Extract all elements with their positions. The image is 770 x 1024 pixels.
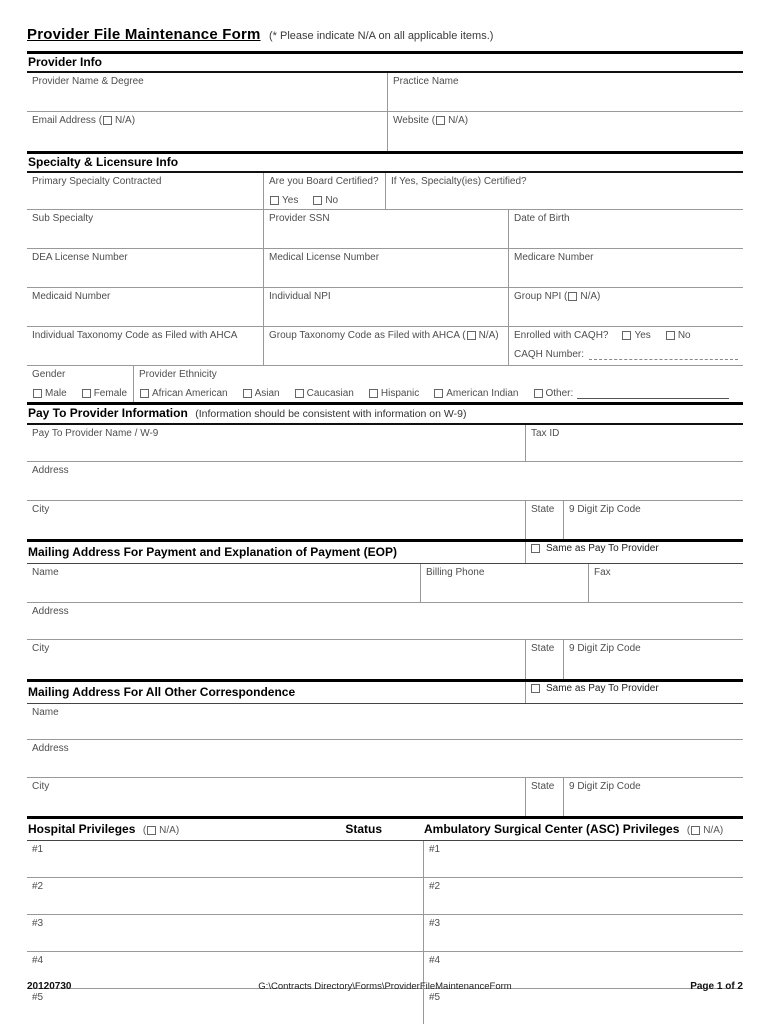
eop-city-field[interactable] xyxy=(27,640,525,679)
ethnicity-asian-checkbox[interactable] xyxy=(243,389,252,398)
website-field[interactable] xyxy=(387,112,743,151)
asc-privilege-3-label: #3 xyxy=(429,918,441,929)
ethnicity-asian-option: Asian xyxy=(242,388,280,399)
caqh-field[interactable] xyxy=(508,327,743,365)
ethnicity-other-line[interactable] xyxy=(577,389,729,399)
asc-privileges-na-checkbox[interactable] xyxy=(691,826,700,835)
correspondence-address-label: Address xyxy=(32,743,69,754)
correspondence-state-label: State xyxy=(531,781,555,792)
group-taxonomy-label: Group Taxonomy Code as Filed with AHCA ( N/A) xyxy=(269,330,499,341)
primary-specialty-field[interactable] xyxy=(27,173,263,209)
caqh-enrolled-label: Enrolled with CAQH? xyxy=(514,330,609,341)
asc-privilege-5-field[interactable] xyxy=(423,989,743,1024)
gender-male-option xyxy=(32,388,67,399)
correspondence-city-field[interactable] xyxy=(27,778,525,816)
board-certified-options xyxy=(269,195,380,206)
section-header-pay-to xyxy=(27,405,743,425)
page-title: Provider File Maintenance Form xyxy=(27,26,261,43)
pay-to-address-field[interactable] xyxy=(27,462,743,500)
fax-field[interactable] xyxy=(588,564,743,602)
section-header-specialty xyxy=(27,154,743,173)
group-npi-label: Group NPI ( N/A) xyxy=(514,291,601,302)
row-licenses xyxy=(27,249,743,288)
row-taxonomy-caqh xyxy=(27,327,743,366)
eop-state-label: State xyxy=(531,643,555,654)
group-taxonomy-field[interactable] xyxy=(263,327,508,365)
correspondence-name-field[interactable] xyxy=(27,704,743,739)
ethnicity-caucasian-checkbox[interactable] xyxy=(295,389,304,398)
eop-same-as-row xyxy=(527,543,741,554)
eop-same-as-label: Same as Pay To Provider xyxy=(546,543,659,554)
correspondence-same-as-row xyxy=(527,683,741,694)
specialties-certified-field[interactable] xyxy=(385,173,743,209)
medicaid-number-label: Medicaid Number xyxy=(32,291,111,302)
footer-date: 20120730 xyxy=(27,981,72,992)
hospital-privileges-na: ( N/A) xyxy=(142,825,180,836)
ethnicity-field[interactable] xyxy=(133,366,743,402)
status-column-header: Status xyxy=(345,822,382,836)
privileges-row-5 xyxy=(27,989,743,1024)
yes-label: Yes xyxy=(282,195,299,206)
pay-to-city-field[interactable] xyxy=(27,501,525,539)
page-title-row xyxy=(27,26,743,44)
gender-options xyxy=(32,388,128,399)
pay-to-zip-field[interactable] xyxy=(563,501,743,539)
caqh-number-line[interactable] xyxy=(589,350,738,360)
pay-to-city-label: City xyxy=(32,504,50,515)
page-title-note: (* Please indicate N/A on all applicable items.) xyxy=(269,30,494,42)
pay-to-provider-name-label: Pay To Provider Name / W-9 xyxy=(32,428,159,439)
asc-privilege-4-label: #4 xyxy=(429,955,441,966)
group-npi-field[interactable] xyxy=(508,288,743,326)
ethnicity-african-american-checkbox[interactable] xyxy=(140,389,149,398)
pay-to-address-label: Address xyxy=(32,465,69,476)
tax-id-label: Tax ID xyxy=(531,428,560,439)
medicaid-number-field[interactable] xyxy=(27,288,263,326)
group-npi-na-checkbox[interactable] xyxy=(568,292,577,301)
provider-ssn-label: Provider SSN xyxy=(269,213,330,224)
board-certified-yes-option xyxy=(269,195,298,206)
asc-privileges-na: ( N/A) xyxy=(686,825,724,836)
caqh-number-row xyxy=(514,349,738,360)
board-certified-label: Are you Board Certified? xyxy=(269,176,379,187)
row-corr-city xyxy=(27,778,743,816)
section-header-provider-info xyxy=(27,54,743,73)
row-corr-address xyxy=(27,740,743,778)
eop-header-cell xyxy=(27,542,525,563)
row-payto-city xyxy=(27,501,743,539)
pay-to-zip-label: 9 Digit Zip Code xyxy=(569,504,641,515)
email-na-checkbox[interactable] xyxy=(103,116,112,125)
row-provider-practice xyxy=(27,73,743,112)
correspondence-state-field[interactable] xyxy=(525,778,563,816)
correspondence-same-as-pay-to-checkbox[interactable] xyxy=(531,684,540,693)
practice-name-label: Practice Name xyxy=(393,76,459,87)
provider-name-degree-field[interactable] xyxy=(27,73,387,111)
privileges-row-3 xyxy=(27,915,743,952)
hospital-privileges-header-cell xyxy=(27,819,423,840)
practice-name-field[interactable] xyxy=(387,73,743,111)
hospital-privilege-5-field[interactable] xyxy=(27,989,423,1024)
hospital-privilege-3-field[interactable] xyxy=(27,915,423,951)
privileges-row-2 xyxy=(27,878,743,915)
correspondence-same-as-cell xyxy=(525,682,743,703)
caqh-number-label: CAQH Number: xyxy=(514,349,585,360)
gender-female-option xyxy=(81,388,127,399)
gender-field[interactable] xyxy=(27,366,133,402)
row-payto-name-taxid xyxy=(27,425,743,462)
ethnicity-other-checkbox[interactable] xyxy=(534,389,543,398)
asc-privilege-1-label: #1 xyxy=(429,844,441,855)
hospital-privilege-2-field[interactable] xyxy=(27,878,423,914)
asc-privileges-header-cell xyxy=(423,819,743,840)
individual-taxonomy-field[interactable] xyxy=(27,327,263,365)
no-label: No xyxy=(325,195,339,206)
ethnicity-african-american-option: African American xyxy=(139,388,228,399)
footer-page-number: Page 1 of 2 xyxy=(690,981,743,992)
ethnicity-hispanic-option: Hispanic xyxy=(368,388,419,399)
eop-same-as-pay-to-checkbox[interactable] xyxy=(531,544,540,553)
asc-privilege-5-label: #5 xyxy=(429,992,441,1003)
ethnicity-american-indian-checkbox[interactable] xyxy=(434,389,443,398)
asc-privilege-1-field[interactable] xyxy=(423,841,743,877)
medical-license-field[interactable] xyxy=(263,249,508,287)
primary-specialty-label: Primary Specialty Contracted xyxy=(32,176,162,187)
pay-to-header-note: (Information should be consistent with information on W-9) xyxy=(195,408,467,420)
medical-license-label: Medical License Number xyxy=(269,252,380,263)
row-corr-name xyxy=(27,704,743,740)
board-certified-yes-checkbox[interactable] xyxy=(270,196,279,205)
privileges-row-1 xyxy=(27,841,743,878)
correspondence-header-cell xyxy=(27,682,525,703)
fax-label: Fax xyxy=(594,567,611,578)
correspondence-address-field[interactable] xyxy=(27,740,743,777)
eop-address-field[interactable] xyxy=(27,603,743,639)
board-certified-field[interactable] xyxy=(263,173,385,209)
tax-id-field[interactable] xyxy=(525,425,743,461)
billing-phone-field[interactable] xyxy=(420,564,588,602)
ethnicity-hispanic-checkbox[interactable] xyxy=(369,389,378,398)
row-payto-address xyxy=(27,462,743,501)
provider-name-degree-label: Provider Name & Degree xyxy=(32,76,144,87)
row-gender-ethnicity xyxy=(27,366,743,402)
correspondence-header: Mailing Address For All Other Correspondence xyxy=(28,685,296,699)
eop-zip-label: 9 Digit Zip Code xyxy=(569,643,641,654)
asc-privileges-header: Ambulatory Surgical Center (ASC) Privileges ( N/A) xyxy=(424,822,724,836)
row-eop-address xyxy=(27,603,743,640)
board-certified-no-checkbox[interactable] xyxy=(313,196,322,205)
footer-file-path: G:\Contracts Directory\Forms\ProviderFileMaintenanceForm xyxy=(258,981,512,992)
page-footer xyxy=(27,981,743,992)
correspondence-city-label: City xyxy=(32,781,50,792)
ethnicity-options xyxy=(139,388,738,399)
section-header-eop xyxy=(27,542,743,564)
row-eop-name xyxy=(27,564,743,603)
pay-to-provider-name-field[interactable] xyxy=(27,425,525,461)
dea-license-label: DEA License Number xyxy=(32,252,128,263)
pay-to-header: Pay To Provider Information xyxy=(28,406,188,420)
row-eop-city xyxy=(27,640,743,679)
hospital-privilege-1-field[interactable] xyxy=(27,841,423,877)
pay-to-state-field[interactable] xyxy=(525,501,563,539)
eop-name-label: Name xyxy=(32,567,59,578)
website-na-label: N/A) xyxy=(448,115,469,126)
eop-city-label: City xyxy=(32,643,50,654)
sub-specialty-field[interactable] xyxy=(27,210,263,248)
website-label xyxy=(393,115,738,126)
specialties-certified-label: If Yes, Specialty(ies) Certified? xyxy=(391,176,527,187)
eop-name-field[interactable] xyxy=(27,564,420,602)
ethnicity-other-option: Other: xyxy=(533,388,739,399)
correspondence-name-label: Name xyxy=(32,707,59,718)
caqh-no-checkbox[interactable] xyxy=(666,331,675,340)
correspondence-zip-field[interactable] xyxy=(563,778,743,816)
row-email-website xyxy=(27,112,743,151)
row-npi xyxy=(27,288,743,327)
caqh-yes-checkbox[interactable] xyxy=(622,331,631,340)
gender-male-checkbox[interactable] xyxy=(33,389,42,398)
medicare-number-label: Medicare Number xyxy=(514,252,594,263)
asc-privilege-3-field[interactable] xyxy=(423,915,743,951)
billing-phone-label: Billing Phone xyxy=(426,567,485,578)
eop-header: Mailing Address For Payment and Explanation of Payment (EOP) xyxy=(28,545,397,559)
group-taxonomy-na-checkbox[interactable] xyxy=(467,331,476,340)
female-label: Female xyxy=(93,388,128,399)
ethnicity-caucasian-option: Caucasian xyxy=(294,388,354,399)
date-of-birth-label: Date of Birth xyxy=(514,213,570,224)
eop-address-label: Address xyxy=(32,606,69,617)
individual-npi-field[interactable] xyxy=(263,288,508,326)
dea-license-field[interactable] xyxy=(27,249,263,287)
individual-taxonomy-label: Individual Taxonomy Code as Filed with AHCA xyxy=(32,330,238,341)
hospital-privileges-na-checkbox[interactable] xyxy=(147,826,156,835)
medicare-number-field[interactable] xyxy=(508,249,743,287)
website-label-pre: Website ( xyxy=(393,115,436,126)
asc-privilege-2-label: #2 xyxy=(429,881,441,892)
section-header-privileges xyxy=(27,819,743,841)
male-label: Male xyxy=(45,388,67,399)
correspondence-zip-label: 9 Digit Zip Code xyxy=(569,781,641,792)
hospital-privilege-3-label: #3 xyxy=(32,918,44,929)
row-primary-specialty xyxy=(27,173,743,210)
asc-privilege-2-field[interactable] xyxy=(423,878,743,914)
email-na-label: N/A) xyxy=(115,115,136,126)
website-na-checkbox[interactable] xyxy=(436,116,445,125)
date-of-birth-field[interactable] xyxy=(508,210,743,248)
email-address-label xyxy=(32,115,382,126)
ethnicity-label-row xyxy=(139,369,738,380)
hospital-privilege-4-label: #4 xyxy=(32,955,44,966)
section-header-correspondence xyxy=(27,682,743,704)
eop-zip-field[interactable] xyxy=(563,640,743,679)
eop-same-as-cell xyxy=(525,542,743,563)
pay-to-state-label: State xyxy=(531,504,555,515)
caqh-yes-option: Yes xyxy=(621,330,650,341)
email-address-field[interactable] xyxy=(27,112,387,151)
row-sub-specialty xyxy=(27,210,743,249)
gender-label-row xyxy=(32,369,128,380)
hospital-privilege-5-label: #5 xyxy=(32,992,44,1003)
caqh-no-option: No xyxy=(665,330,691,341)
correspondence-same-as-label: Same as Pay To Provider xyxy=(546,683,659,694)
email-label-pre: Email Address ( xyxy=(32,115,103,126)
hospital-privilege-1-label: #1 xyxy=(32,844,44,855)
sub-specialty-label: Sub Specialty xyxy=(32,213,94,224)
specialty-header: Specialty & Licensure Info xyxy=(28,155,179,169)
board-certified-no-option xyxy=(312,195,338,206)
ethnicity-american-indian-option: American Indian xyxy=(433,388,518,399)
eop-state-field[interactable] xyxy=(525,640,563,679)
gender-label: Gender xyxy=(32,369,66,380)
gender-female-checkbox[interactable] xyxy=(82,389,91,398)
ethnicity-label: Provider Ethnicity xyxy=(139,369,217,380)
hospital-privileges-header: Hospital Privileges ( N/A) xyxy=(28,822,180,836)
provider-ssn-field[interactable] xyxy=(263,210,508,248)
individual-npi-label: Individual NPI xyxy=(269,291,331,302)
form-body xyxy=(27,26,743,1024)
caqh-enrolled-row xyxy=(514,330,738,341)
hospital-privilege-2-label: #2 xyxy=(32,881,44,892)
provider-info-header: Provider Info xyxy=(28,55,103,69)
